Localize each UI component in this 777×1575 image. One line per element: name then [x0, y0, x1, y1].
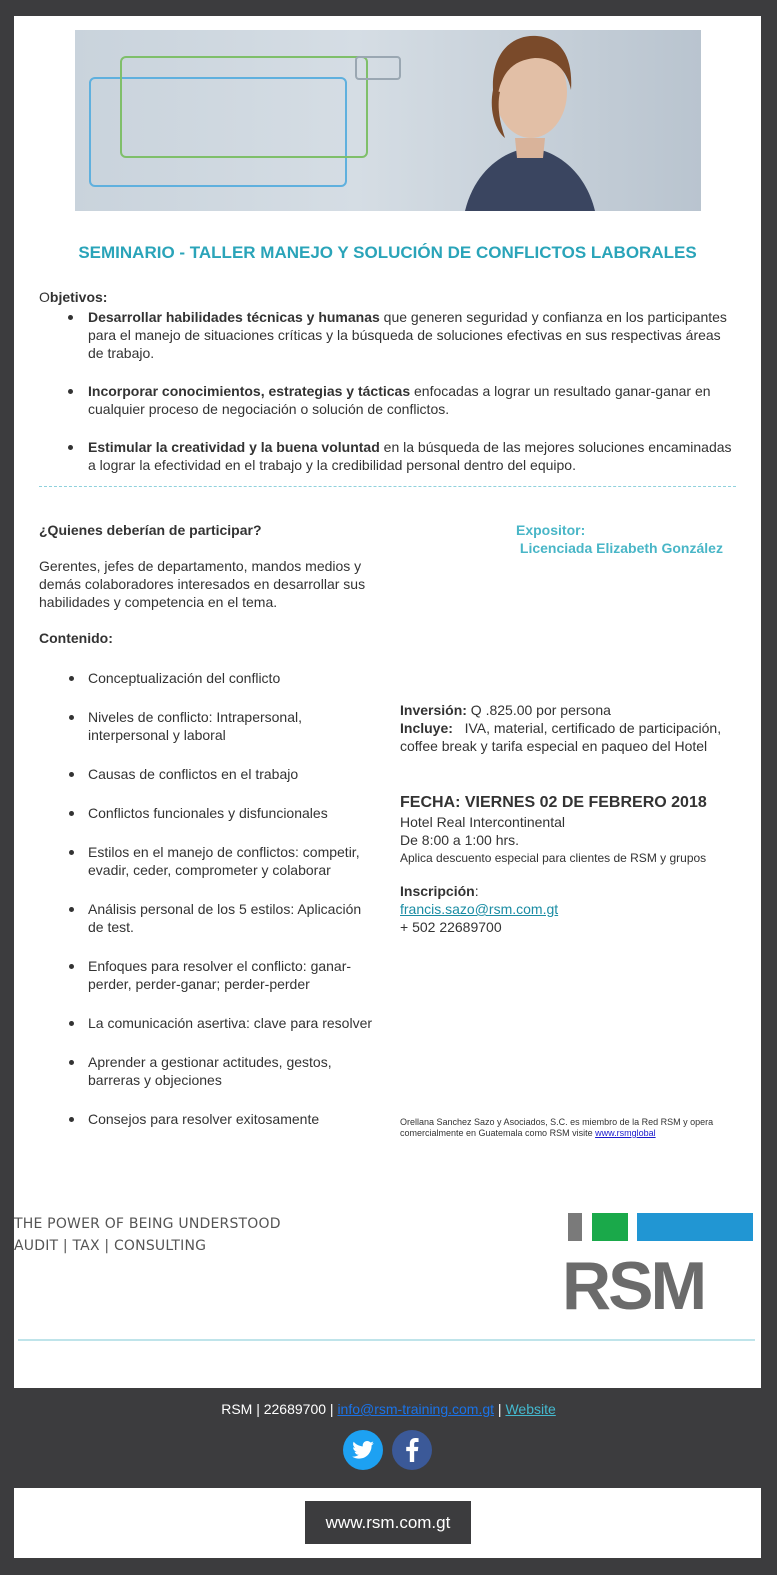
pricing-block [400, 701, 735, 755]
list-item: Causas de conflictos en el trabajo [39, 765, 373, 783]
list-item: Conflictos funcionales y disfuncionales [39, 804, 373, 822]
content-section [39, 629, 373, 1149]
incluye-line: Incluye: IVA, material, certificado de participación, coffee break y tarifa especial en paqueo del Hotel [400, 720, 725, 754]
registration-phone: + 502 22689700 [400, 919, 502, 935]
footer-contact [0, 1401, 777, 1417]
list-item: Análisis personal de los 5 estilos: Aplicación de test. [39, 900, 373, 936]
dashed-divider [39, 486, 736, 487]
list-item: Incorporar conocimientos, estrategias y tácticas enfocadas a lograr un resultado ganar-ganar en cualquier proceso de negociación o solución de conflictos. [39, 382, 733, 418]
list-item: La comunicación asertiva: clave para resolver [39, 1014, 373, 1032]
list-item: Aprender a gestionar actitudes, gestos, barreras y objeciones [39, 1053, 373, 1089]
facebook-icon[interactable] [392, 1430, 432, 1470]
event-time: De 8:00 a 1:00 hrs. [400, 832, 520, 848]
objectives-list [39, 308, 733, 474]
registration-block [400, 882, 735, 936]
list-item: Estilos en el manejo de conflictos: competir, evadir, ceder, comprometer y colaborar [39, 843, 373, 879]
logo-text: RSM [562, 1248, 705, 1324]
objectives-section [39, 288, 733, 494]
twitter-icon[interactable] [343, 1430, 383, 1470]
registration-heading: Inscripción: [400, 883, 479, 899]
footer-divider [18, 1339, 755, 1341]
event-block [400, 793, 745, 867]
hero-frame-gray [355, 56, 401, 80]
hero-frame-green [120, 56, 368, 158]
participants-heading: ¿Quienes deberían de participar? [39, 522, 262, 538]
participants-text: Gerentes, jefes de departamento, mandos medios y demás colaboradores interesados en desarrollar sus habilidades y competencia en el tema. [39, 558, 366, 610]
inversion-line: Inversión: Q .825.00 por persona [400, 702, 611, 718]
expositor-block [516, 521, 756, 557]
list-item: Niveles de conflicto: Intrapersonal, interpersonal y laboral [39, 708, 373, 744]
website-link[interactable]: Website [505, 1401, 556, 1417]
registration-email-link[interactable]: francis.sazo@rsm.com.gt [400, 901, 559, 917]
event-discount: Aplica descuento especial para clientes de RSM y grupos [400, 851, 707, 865]
page-title: SEMINARIO - TALLER MANEJO Y SOLUCIÓN DE CONFLICTOS LABORALES [78, 243, 697, 262]
woman-portrait-image [445, 30, 615, 211]
event-date: FECHA: VIERNES 02 DE FEBRERO 2018 [400, 794, 707, 811]
list-item: Consejos para resolver exitosamente [39, 1110, 373, 1128]
tagline-line-1: THE POWER OF BEING UNDERSTOOD [14, 1216, 281, 1232]
content-list [39, 669, 373, 1128]
participants-section [39, 521, 379, 611]
logo-bar-gray [568, 1213, 582, 1241]
content-heading: Contenido: [39, 630, 113, 646]
bottom-card [14, 1488, 761, 1558]
rsm-logo [562, 1213, 753, 1324]
email-card [14, 16, 761, 1388]
site-button[interactable]: www.rsm.com.gt [305, 1501, 471, 1544]
footer-sep: | [494, 1401, 506, 1417]
list-item: Enfoques para resolver el conflicto: ganar-perder, perder-ganar; perder-perder [39, 957, 373, 993]
tagline-line-2: AUDIT | TAX | CONSULTING [14, 1238, 207, 1254]
tagline [14, 1213, 281, 1257]
expositor-label: Expositor: [516, 522, 586, 538]
event-venue: Hotel Real Intercontinental [400, 814, 565, 830]
footer-phone: RSM | 22689700 | [221, 1401, 338, 1417]
expositor-name: Licenciada Elizabeth González [516, 540, 723, 556]
list-item: Estimular la creatividad y la buena voluntad en la búsqueda de las mejores soluciones encaminadas a lograr la efectividad en el trabajo y la credibilidad personal dentro del equipo. [39, 438, 733, 474]
list-item: Conceptualización del conflicto [39, 669, 373, 687]
footer-email-link[interactable]: info@rsm-training.com.gt [337, 1401, 495, 1417]
logo-bar-blue [637, 1213, 753, 1241]
legal-text: Orellana Sanchez Sazo y Asociados, S.C. es miembro de la Red RSM y opera comercialmente en Guatemala como RSM visite www.rsmglobal [400, 1117, 714, 1138]
list-item: Desarrollar habilidades técnicas y humanas que generen seguridad y confianza en los participantes para el manejo de situaciones críticas y la búsqueda de soluciones efectivas en sus respectivas áreas de trabajo. [39, 308, 733, 362]
objectives-heading: Objetivos: [39, 289, 108, 305]
logo-bar-green [592, 1213, 628, 1241]
hero-image [75, 30, 701, 211]
rsmglobal-link[interactable]: www.rsmglobal [595, 1128, 656, 1138]
